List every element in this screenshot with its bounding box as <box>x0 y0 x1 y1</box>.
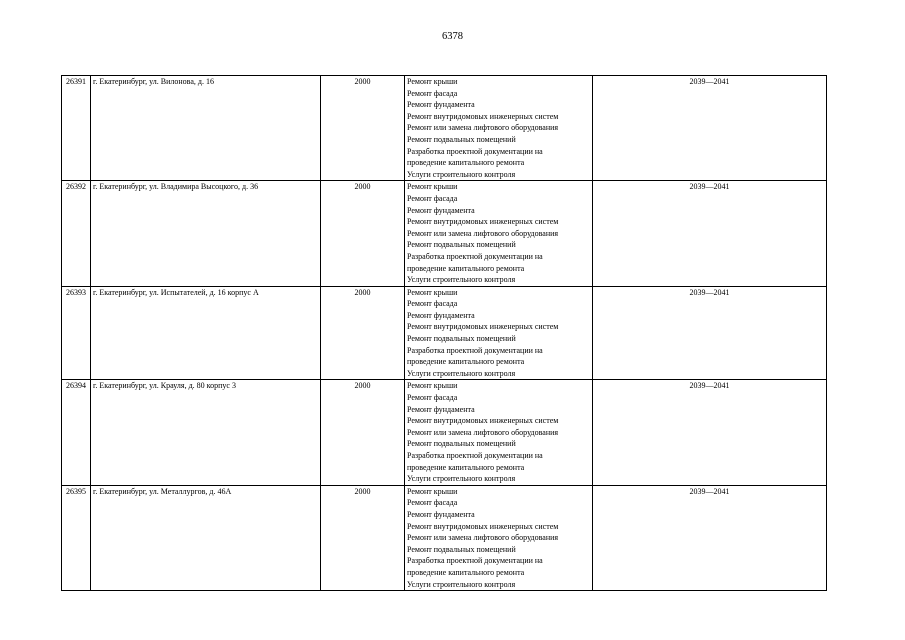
work-item: Ремонт фасада <box>407 498 458 508</box>
table-row <box>62 181 827 286</box>
page-number: 6378 <box>442 31 463 42</box>
table-row <box>62 76 827 181</box>
work-item: Ремонт внутридомовых инженерных систем <box>407 521 559 531</box>
work-item: Ремонт или замена лифтового оборудования <box>407 533 559 543</box>
work-item: Ремонт или замена лифтового оборудования <box>407 228 559 238</box>
work-item: Ремонт крыши <box>407 381 458 391</box>
work-item: Ремонт крыши <box>407 287 458 297</box>
work-item: Ремонт фундамента <box>407 205 475 215</box>
work-item: Ремонт фундамента <box>407 404 475 414</box>
work-item: Услуги строительного контроля <box>407 368 516 378</box>
work-item: Ремонт подвальных помещений <box>407 439 516 449</box>
work-item: Ремонт внутридомовых инженерных систем <box>407 416 559 426</box>
work-item: Ремонт фундамента <box>407 310 475 320</box>
work-item: Ремонт подвальных помещений <box>407 240 516 250</box>
table-row <box>62 286 827 380</box>
work-item: Разработка проектной документации на <box>407 251 543 261</box>
period-cell: 2039—2041 <box>593 181 827 286</box>
work-item: Разработка проектной документации на <box>407 451 543 460</box>
row-number: 26392 <box>62 181 91 286</box>
work-item: Ремонт внутридомовых инженерных систем <box>407 111 559 121</box>
work-item: Ремонт фасада <box>407 193 458 203</box>
work-item: Ремонт крыши <box>407 77 458 86</box>
work-item: Ремонт внутридомовых инженерных систем <box>407 322 559 332</box>
work-item: Ремонт крыши <box>407 182 458 192</box>
work-item: Ремонт фасада <box>407 393 458 403</box>
address-cell: г. Екатеринбург, ул. Крауля, д. 80 корпус 3 <box>91 380 321 485</box>
work-item: Ремонт подвальных помещений <box>407 544 516 554</box>
work-item: Ремонт фасада <box>407 299 458 309</box>
year-cell: 2000 <box>321 286 405 380</box>
address-cell: г. Екатеринбург, ул. Владимира Высоцкого, д. 36 <box>91 181 321 286</box>
year-cell: 2000 <box>321 181 405 286</box>
work-item: Ремонт фундамента <box>407 100 475 110</box>
table-row <box>62 380 827 485</box>
work-item: проведение капитального ремонта <box>407 357 525 367</box>
work-item: Ремонт или замена лифтового оборудования <box>407 427 559 437</box>
period-cell: 2039—2041 <box>593 485 827 590</box>
row-number: 26393 <box>62 286 91 380</box>
works-cell <box>405 485 593 590</box>
work-item: Услуги строительного контроля <box>407 275 516 285</box>
work-item: проведение капитального ремонта <box>407 263 525 273</box>
work-item: Ремонт крыши <box>407 486 458 496</box>
year-cell: 2000 <box>321 76 405 181</box>
work-item: Ремонт фасада <box>407 88 458 98</box>
table-row <box>62 485 827 590</box>
work-item: Услуги строительного контроля <box>407 169 516 179</box>
work-item: Ремонт подвальных помещений <box>407 134 516 144</box>
period-cell: 2039—2041 <box>593 380 827 485</box>
work-item: Ремонт или замена лифтового оборудования <box>407 123 559 133</box>
address-cell: г. Екатеринбург, ул. Испытателей, д. 16 корпус А <box>91 286 321 380</box>
work-item: Услуги строительного контроля <box>407 474 516 484</box>
period-cell: 2039—2041 <box>593 76 827 181</box>
work-item: Разработка проектной документации на <box>407 345 543 355</box>
period-cell: 2039—2041 <box>593 286 827 380</box>
year-cell: 2000 <box>321 485 405 590</box>
works-cell <box>405 181 593 286</box>
work-item: Услуги строительного контроля <box>407 579 516 589</box>
work-item: Разработка проектной документации на <box>407 556 543 566</box>
address-cell: г. Екатеринбург, ул. Металлургов, д. 46А <box>91 485 321 590</box>
work-item: Разработка проектной документации на <box>407 146 543 156</box>
repair-schedule-table <box>61 75 827 591</box>
work-item: проведение капитального ремонта <box>407 567 525 577</box>
table-body <box>62 76 827 591</box>
work-item: Ремонт внутридомовых инженерных систем <box>407 217 559 227</box>
work-item: Ремонт подвальных помещений <box>407 334 516 344</box>
address-cell: г. Екатеринбург, ул. Вилонова, д. 16 <box>91 76 321 181</box>
row-number: 26395 <box>62 485 91 590</box>
year-cell: 2000 <box>321 380 405 485</box>
work-item: проведение капитального ремонта <box>407 158 525 168</box>
row-number: 26391 <box>62 76 91 181</box>
works-cell <box>405 380 593 485</box>
work-item: Ремонт фундамента <box>407 509 475 519</box>
works-cell <box>405 76 593 181</box>
row-number: 26394 <box>62 380 91 485</box>
work-item: проведение капитального ремонта <box>407 462 525 472</box>
works-cell <box>405 286 593 380</box>
